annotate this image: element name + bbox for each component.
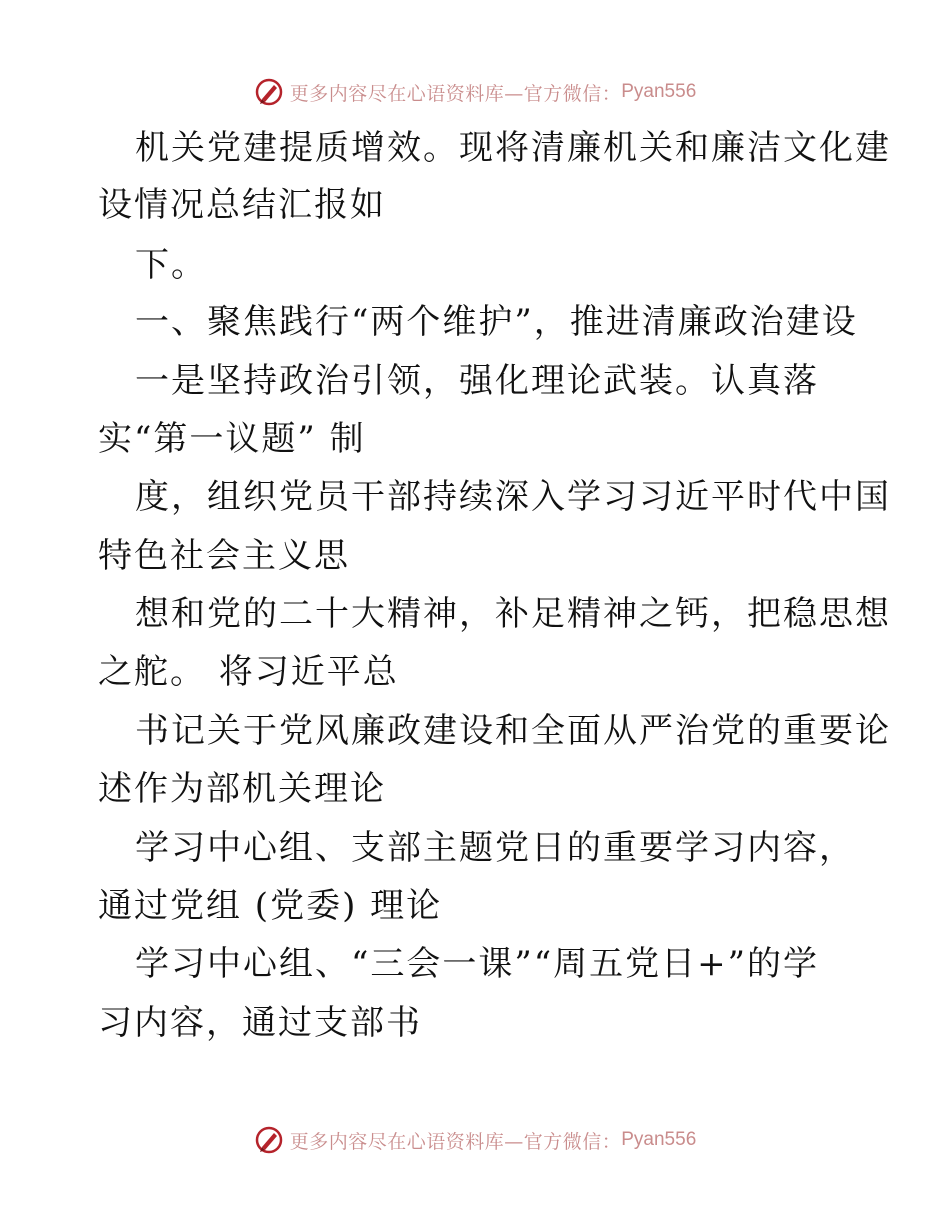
body-line: 述作为部机关理论 (98, 769, 386, 809)
body-line: 度，组织党员干部持续深入学习习近平时代中国 (135, 477, 891, 517)
body-line: 一是坚持政治引领，强化理论武装。认真落 (135, 361, 819, 401)
pen-logo-icon (254, 1125, 284, 1155)
body-line: 设情况总结汇报如 (98, 185, 386, 225)
body-line: 实“第一议题” 制 (98, 419, 366, 459)
header-banner-text: 更多内容尽在心语资料库—官方微信： (289, 82, 622, 105)
body-line: 下。 (135, 245, 207, 285)
section-heading: 一、聚焦践行“两个维护”，推进清廉政治建设 (135, 302, 858, 342)
body-line: 之舵。 将习近平总 (98, 652, 399, 692)
footer-banner-text: 更多内容尽在心语资料库—官方微信： (289, 1130, 622, 1153)
body-line: 通过党组 (党委) 理论 (98, 886, 443, 926)
header-banner (0, 72, 950, 112)
body-line: 机关党建提质增效。现将清廉机关和廉洁文化建 (135, 128, 891, 168)
body-line: 习内容，通过支部书 (98, 1003, 422, 1043)
body-line: 特色社会主义思 (98, 536, 350, 576)
body-line: 学习中心组、“三会一课”“周五党日+”的学 (135, 944, 820, 984)
body-line: 学习中心组、支部主题党日的重要学习内容， (135, 828, 855, 868)
pen-logo-icon (254, 77, 284, 107)
footer-banner (0, 1120, 950, 1160)
body-line: 书记关于党风廉政建设和全面从严治党的重要论 (135, 711, 891, 751)
body-line: 想和党的二十大精神，补足精神之钙，把稳思想 (135, 594, 891, 634)
header-banner-id: Pyan556 (621, 81, 697, 102)
footer-banner-id: Pyan556 (621, 1129, 697, 1150)
